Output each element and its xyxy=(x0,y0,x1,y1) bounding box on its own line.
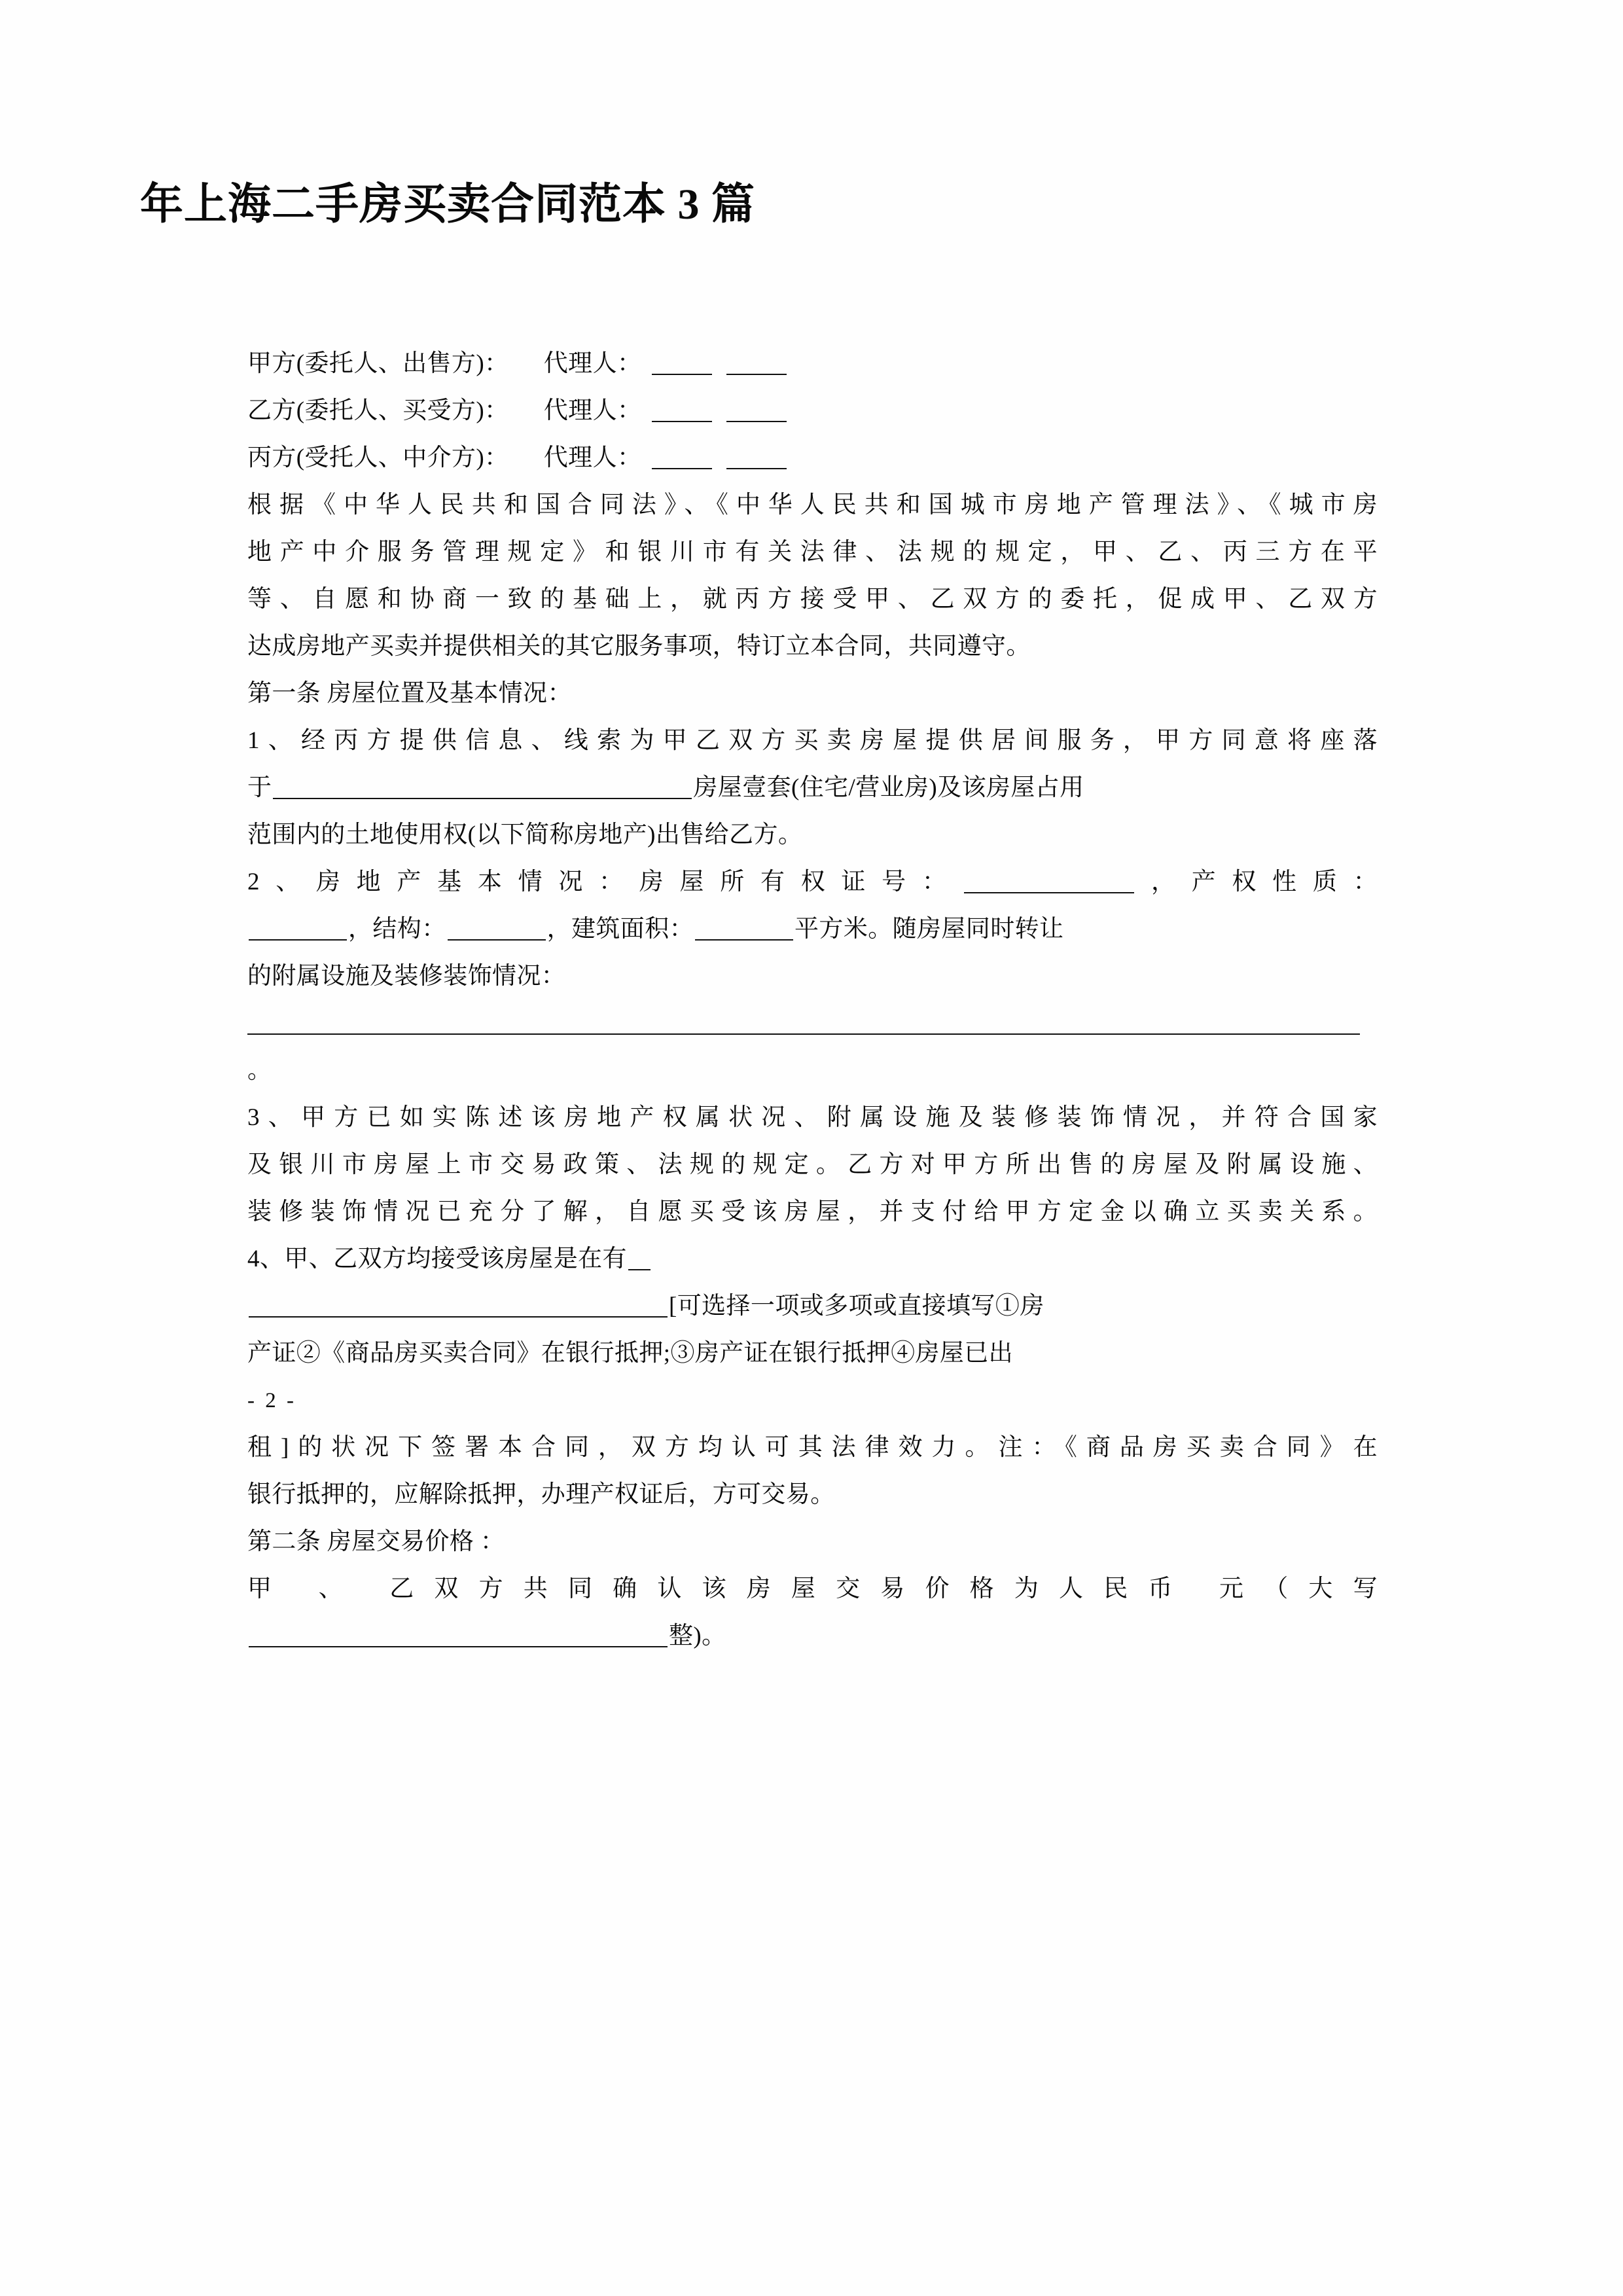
floor-area-blank-field[interactable] xyxy=(695,939,793,941)
ownership-cert-no-blank-field[interactable] xyxy=(964,892,1134,893)
preamble-line-2: 地产中介服务管理规定》和银川市有关法律、法规的规定，甲、乙、丙三方在平 xyxy=(247,539,1378,565)
condition-blank-field[interactable] xyxy=(628,1269,651,1270)
item1-suffix: 房屋壹套(住宅/营业房)及该房屋占用 xyxy=(693,774,1084,801)
article-two-line2 xyxy=(247,1613,1378,1660)
article-one-item3-line3: 装修装饰情况已充分了解，自愿买受该房屋，并支付给甲方定金以确立买卖关系。 xyxy=(247,1198,1378,1225)
article-one-item2-line4 xyxy=(247,1000,1378,1094)
article-one-item4-line4: 租]的状况下签署本合同，双方均认可其法律效力。注：《商品房买卖合同》在 xyxy=(247,1434,1378,1461)
article-one-item2-line2 xyxy=(247,906,1378,953)
property-address-blank-field[interactable] xyxy=(273,798,692,799)
agent-blank-field[interactable] xyxy=(652,374,712,375)
party-agent-label: 代理人： xyxy=(543,350,642,377)
article-one-item2-line1 xyxy=(247,859,1378,906)
agent-blank-field[interactable] xyxy=(726,374,787,375)
article-one-item3-line1: 3、甲方已如实陈述该房地产权属状况、附属设施及装修装饰情况，并符合国家 xyxy=(247,1104,1378,1131)
article-one-item4-line3: 产证②《商品房买卖合同》在银行抵押;③房产证在银行抵押④房屋已出 xyxy=(247,1340,1014,1367)
article-one-item1-line1: 1、经丙方提供信息、线索为甲乙双方买卖房屋提供居间服务，甲方同意将座落 xyxy=(247,727,1378,754)
item2-seg3: ，结构： xyxy=(348,916,446,942)
article-one-item2-line3: 的附属设施及装修装饰情况： xyxy=(247,963,566,990)
item2-seg5: 平方米。随房屋同时转让 xyxy=(794,916,1064,942)
article-one-item1-line3: 范围内的土地使用权(以下简称房地产)出售给乙方。 xyxy=(247,821,803,848)
page-title: 年上海二手房买卖合同范本 3 篇 xyxy=(140,181,755,228)
party-line-yi xyxy=(247,387,1378,435)
article-one-item3-line2: 及银川市房屋上市交易政策、法规的规定。乙方对甲方所出售的房屋及附属设施、 xyxy=(247,1151,1378,1178)
structure-blank-field[interactable] xyxy=(448,939,546,941)
item2-seg1: 2、房地产基本情况：房屋所有权证号： xyxy=(247,869,963,895)
item2-period: 。 xyxy=(247,1057,272,1084)
page-number-marker: - 2 - xyxy=(247,1389,296,1412)
body-block xyxy=(247,340,1378,1660)
party-line-bing xyxy=(247,435,1378,482)
party-line-jia xyxy=(247,340,1378,387)
item2-seg4: ，建筑面积： xyxy=(546,916,694,942)
preamble-line-1: 根据《中华人民共和国合同法》、《中华人民共和国城市房地产管理法》、《城市房 xyxy=(247,492,1378,518)
item4-bracket-text: [可选择一项或多项或直接填写①房 xyxy=(669,1293,1044,1319)
agent-blank-field[interactable] xyxy=(726,421,787,422)
article-one-item4-line2 xyxy=(247,1283,1378,1330)
item1-prefix: 于 xyxy=(247,774,272,801)
article-one-item4-line1 xyxy=(247,1236,1378,1283)
condition-detail-blank-field[interactable] xyxy=(249,1316,668,1318)
article-one-item4-line5: 银行抵押的，应解除抵押，办理产权证后，方可交易。 xyxy=(247,1481,835,1508)
agent-blank-field[interactable] xyxy=(652,421,712,422)
property-nature-blank-field[interactable] xyxy=(249,939,347,941)
fixtures-decoration-blank-field[interactable] xyxy=(247,1033,1360,1035)
preamble-line-4: 达成房地产买卖并提供相关的其它服务事项，特订立本合同，共同遵守。 xyxy=(247,633,1031,660)
party-role-label: 丙方(受托人、中介方)： xyxy=(247,444,509,471)
preamble-line-3: 等、自愿和协商一致的基础上，就丙方接受甲、乙双方的委托，促成甲、乙双方 xyxy=(247,586,1378,613)
agent-blank-field[interactable] xyxy=(726,468,787,469)
agent-blank-field[interactable] xyxy=(652,468,712,469)
article-one-item1-line2 xyxy=(247,764,1378,812)
party-role-label: 乙方(委托人、买受方)： xyxy=(247,397,509,424)
party-agent-label: 代理人： xyxy=(543,444,642,471)
item2-seg2: ，产权性质： xyxy=(1135,869,1378,895)
item4-text: 4、甲、乙双方均接受该房屋是在有 xyxy=(247,1246,627,1272)
party-role-label: 甲方(委托人、出售方)： xyxy=(247,350,509,377)
price-in-words-blank-field[interactable] xyxy=(249,1646,668,1647)
article-two-heading: 第二条 房屋交易价格 ： xyxy=(247,1528,505,1555)
article-two-suffix: 整)。 xyxy=(669,1623,726,1649)
article-one-heading: 第一条 房屋位置及基本情况： xyxy=(247,680,572,707)
article-two-line1: 甲 、 乙双方共同确认该房屋交易价格为人民币 元（大写 xyxy=(247,1575,1378,1602)
party-agent-label: 代理人： xyxy=(543,397,642,424)
